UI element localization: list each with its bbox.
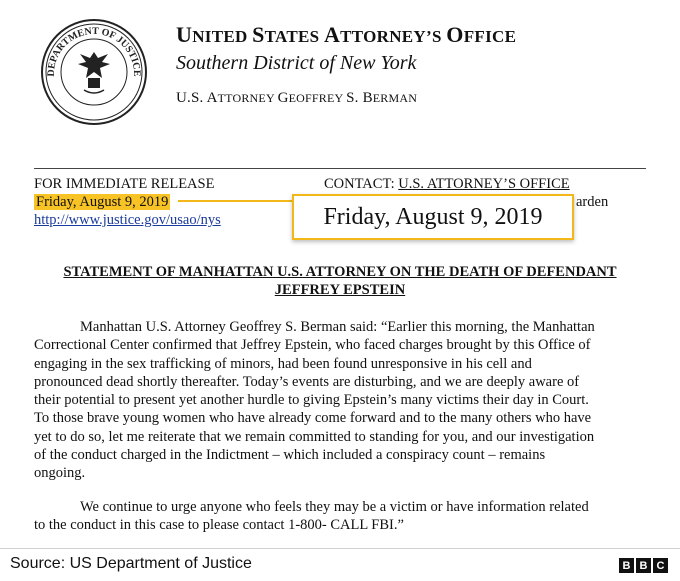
attorney-part-1-rest: EOFFREY — [288, 91, 347, 105]
doj-seal-icon — [40, 18, 148, 126]
date-callout: Friday, August 9, 2019 — [292, 194, 574, 240]
bbc-logo — [619, 558, 668, 573]
paragraph-line: ongoing. — [34, 465, 86, 482]
us-attorney-name — [176, 90, 417, 107]
contact-line — [324, 176, 570, 193]
headline-line-1: STATEMENT OF MANHATTAN U.S. ATTORNEY ON THE DEATH OF DEFENDANT — [63, 264, 617, 280]
paragraph-line: engaging in the sex trafficking of minors, had been found unresponsive in his cell and — [34, 355, 532, 372]
attorney-part-0-rest: TTORNEY — [217, 91, 278, 105]
header-divider — [34, 168, 646, 169]
source-caption: Source: US Department of Justice — [10, 555, 252, 572]
attorney-part-2-initial: S. B — [346, 90, 373, 106]
release-date-highlight: Friday, August 9, 2019 — [36, 194, 169, 210]
title-part-0-rest: NITED — [192, 27, 253, 46]
statement-headline — [34, 263, 646, 299]
attorney-part-1-initial: G — [277, 90, 289, 106]
headline-line-2: JEFFREY EPSTEIN — [274, 282, 406, 298]
contact-partial-text: arden — [576, 194, 609, 210]
title-part-3-rest: FFICE — [463, 27, 517, 46]
paragraph-line: To those brave young women who have already come forward and to the many others who have — [34, 410, 592, 427]
statement-paragraph-2 — [34, 498, 646, 535]
paragraph-line: of the conduct charged in the Indictment – which included a conspiracy count – remains — [34, 447, 546, 464]
bbc-logo-block: B — [619, 558, 634, 573]
title-part-1-initial: S — [252, 22, 265, 47]
paragraph-line: pronounced dead shortly thereafter. Today’s events are disturbing, and we are deeply aware of — [34, 373, 580, 390]
title-part-2-initial: A — [323, 22, 341, 47]
paragraph-line: yet to do so, let me reiterate that we remain committed to standing for you, and our investigation — [34, 428, 595, 445]
bbc-logo-block: C — [653, 558, 668, 573]
paragraph-line: their potential to present yet another hurdle to giving Epstein’s many victims their day in Court. — [34, 392, 589, 409]
doj-website-link[interactable]: http://www.justice.gov/usao/nys — [34, 212, 221, 228]
office-title — [176, 22, 516, 48]
paragraph-line: Correctional Center confirmed that Jeffrey Epstein, who faced charges brought by this Office of — [34, 337, 591, 354]
svg-text:DEPARTMENT OF JUSTICE: DEPARTMENT OF JUSTICE — [45, 25, 143, 77]
district-name: Southern District of New York — [176, 52, 417, 74]
title-part-0-initial: U — [176, 22, 193, 47]
attorney-part-0-initial: U.S. A — [176, 90, 218, 106]
contact-value: U.S. ATTORNEY’S OFFICE — [398, 176, 570, 192]
paragraph-line: Manhattan U.S. Attorney Geoffrey S. Berman said: “Earlier this morning, the Manhattan — [80, 319, 595, 335]
callout-connector — [178, 200, 294, 202]
paragraph-line: to the conduct in this case to please contact 1-800- CALL FBI.” — [34, 517, 404, 534]
release-date — [34, 194, 170, 211]
title-part-1-rest: TATES — [264, 27, 324, 46]
paragraph-line: We continue to urge anyone who feels they may be a victim or have information related — [80, 499, 589, 515]
contact-label: CONTACT: — [324, 176, 395, 192]
image-caption-bar — [0, 548, 680, 581]
title-part-3-initial: O — [446, 22, 464, 47]
title-part-2-rest: TTORNEY’S — [340, 27, 447, 46]
bbc-logo-block: B — [636, 558, 651, 573]
statement-paragraph-1 — [34, 318, 646, 483]
attorney-part-2-rest: ERMAN — [372, 91, 418, 105]
release-label: FOR IMMEDIATE RELEASE — [34, 176, 215, 192]
